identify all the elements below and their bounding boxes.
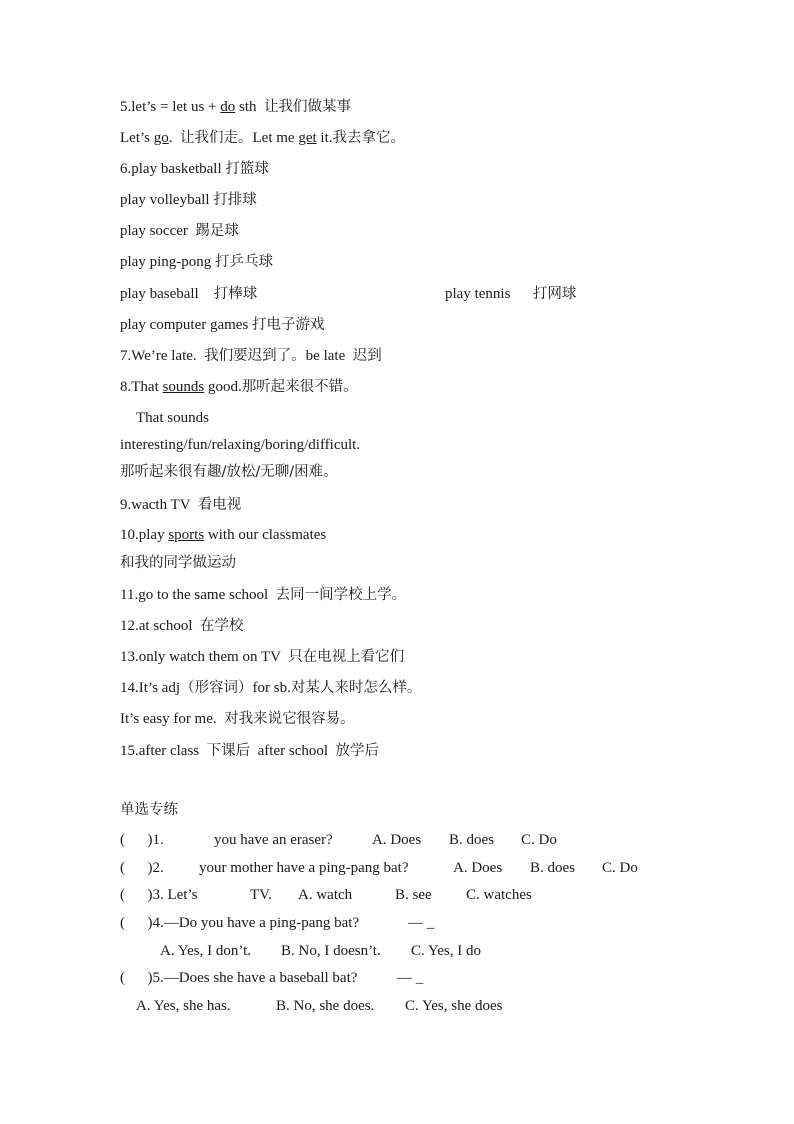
note-chinese: 对某人来时怎么样。	[290, 680, 422, 696]
note-text: Let me	[252, 130, 299, 146]
note-6-baseball	[120, 284, 257, 304]
note-text: it.	[316, 130, 333, 146]
option-c: C. watches	[466, 887, 532, 903]
note-chinese: 让我们做某事	[264, 99, 352, 115]
note-text: 11.go to the same school	[120, 587, 276, 603]
note-chinese: 我们要迟到了。	[204, 348, 306, 364]
note-text: play soccer	[120, 223, 196, 239]
note-chinese: 对我来说它很容易。	[224, 711, 355, 727]
note-11	[120, 585, 406, 605]
note-text: after school	[250, 743, 336, 759]
note-6-volleyball	[120, 190, 257, 210]
note-chinese: 下课后	[206, 743, 251, 759]
question-5	[120, 968, 357, 988]
note-6-soccer	[120, 221, 239, 241]
note-14	[120, 678, 421, 698]
note-chinese: 只在电视上看它们	[288, 649, 405, 665]
note-chinese: 打排球	[213, 192, 257, 208]
option-b: B. does	[449, 832, 494, 848]
note-8-chinese: 那听起来很有趣/放松/无聊/困难。	[120, 464, 338, 480]
option-c: C. Yes, I do	[411, 943, 482, 959]
question-2	[120, 858, 164, 878]
note-14-example	[120, 709, 355, 729]
note-chinese: 打电子游戏	[252, 317, 325, 333]
note-chinese: 迟到	[352, 348, 382, 364]
note-chinese: 打棒球	[213, 286, 258, 302]
note-10-chinese: 和我的同学做运动	[120, 555, 236, 571]
note-8	[120, 377, 358, 397]
question-4	[120, 913, 359, 933]
note-text: 8.That	[120, 379, 163, 395]
note-chinese: 放学后	[335, 743, 380, 759]
note-chinese: （形容词）	[180, 680, 253, 696]
note-text: be late	[305, 348, 353, 364]
question-number: ( )2.	[120, 860, 164, 876]
option-b: B. No, I doesn’t.	[281, 943, 381, 959]
note-chinese: 去同一间学校上学。	[275, 587, 407, 603]
note-10	[120, 525, 326, 545]
option-b: B. does	[530, 860, 575, 876]
note-text: 7.We’re late.	[120, 348, 205, 364]
question-3	[120, 885, 197, 905]
question-number: ( )1.	[120, 832, 164, 848]
note-text: 14.It’s adj	[120, 680, 180, 696]
note-chinese: 打篮球	[225, 161, 269, 177]
question-1	[120, 830, 164, 850]
note-text: play tennis	[445, 286, 533, 302]
note-text: for sb.	[252, 680, 291, 696]
question-1-text: you have an eraser?	[214, 832, 333, 848]
question-3-text: TV.	[250, 887, 272, 903]
note-12	[120, 616, 244, 636]
note-chinese: 看电视	[197, 497, 242, 513]
note-chinese: 打乒乓球	[215, 254, 273, 270]
option-a: A. Does	[372, 832, 422, 848]
underlined-word: do	[220, 99, 236, 115]
note-text: It’s easy for me.	[120, 711, 225, 727]
note-text: with our classmates	[204, 527, 327, 543]
option-a: A. Does	[453, 860, 503, 876]
note-text: play computer games	[120, 317, 253, 333]
note-6-pingpong	[120, 252, 273, 272]
option-a: A. Yes, I don’t.	[160, 943, 251, 959]
note-text: Let’s	[120, 130, 154, 146]
note-text: 10.play	[120, 527, 169, 543]
question-4-answer: — _	[408, 915, 435, 931]
option-a: A. watch	[298, 887, 353, 903]
note-chinese: 让我们走。	[180, 130, 253, 146]
option-a: A. Yes, she has.	[136, 998, 231, 1014]
note-8-that-sounds: That sounds	[136, 410, 209, 426]
underlined-word: sports	[168, 527, 205, 543]
note-5-example	[120, 128, 405, 148]
note-6-tennis	[445, 284, 576, 304]
note-13	[120, 647, 404, 667]
note-text: good.	[204, 379, 242, 395]
note-text: .	[168, 130, 180, 146]
question-2-text: your mother have a ping-pang bat?	[199, 860, 409, 876]
option-c: C. Yes, she does	[405, 998, 503, 1014]
note-chinese: 踢足球	[195, 223, 239, 239]
note-text: 15.after class	[120, 743, 207, 759]
note-7	[120, 346, 382, 366]
note-text: 9.wacth TV	[120, 497, 198, 513]
note-chinese: 在学校	[200, 618, 244, 634]
note-text: play baseball	[120, 286, 214, 302]
note-6	[120, 159, 269, 179]
note-6-computer	[120, 315, 325, 335]
note-8-adjectives: interesting/fun/relaxing/boring/difficult.	[120, 437, 361, 453]
note-chinese: 我去拿它。	[332, 130, 405, 146]
option-b: B. No, she does.	[276, 998, 375, 1014]
option-b: B. see	[395, 887, 432, 903]
quiz-title: 单选专练	[120, 802, 178, 818]
question-number: ( )3. Let’s	[120, 887, 198, 903]
note-15	[120, 741, 379, 761]
note-chinese: 打网球	[532, 286, 577, 302]
note-chinese: 那听起来很不错。	[241, 379, 358, 395]
question-number: ( )5.—Does she have a baseball bat?	[120, 970, 358, 986]
note-text: play volleyball	[120, 192, 214, 208]
note-text: play ping-pong	[120, 254, 215, 270]
note-text: 12.at school	[120, 618, 200, 634]
option-c: C. Do	[521, 832, 557, 848]
note-text: 6.play basketball	[120, 161, 226, 177]
question-5-answer: — _	[397, 970, 424, 986]
underlined-word: go	[153, 130, 169, 146]
note-text: 5.let’s = let us +	[120, 99, 221, 115]
question-number: ( )4.—Do you have a ping-pang bat?	[120, 915, 360, 931]
option-c: C. Do	[602, 860, 638, 876]
underlined-word: sounds	[162, 379, 205, 395]
underlined-word: get	[298, 130, 317, 146]
note-9	[120, 495, 241, 515]
note-text: sth	[235, 99, 265, 115]
note-5	[120, 97, 351, 117]
note-text: 13.only watch them on TV	[120, 649, 289, 665]
